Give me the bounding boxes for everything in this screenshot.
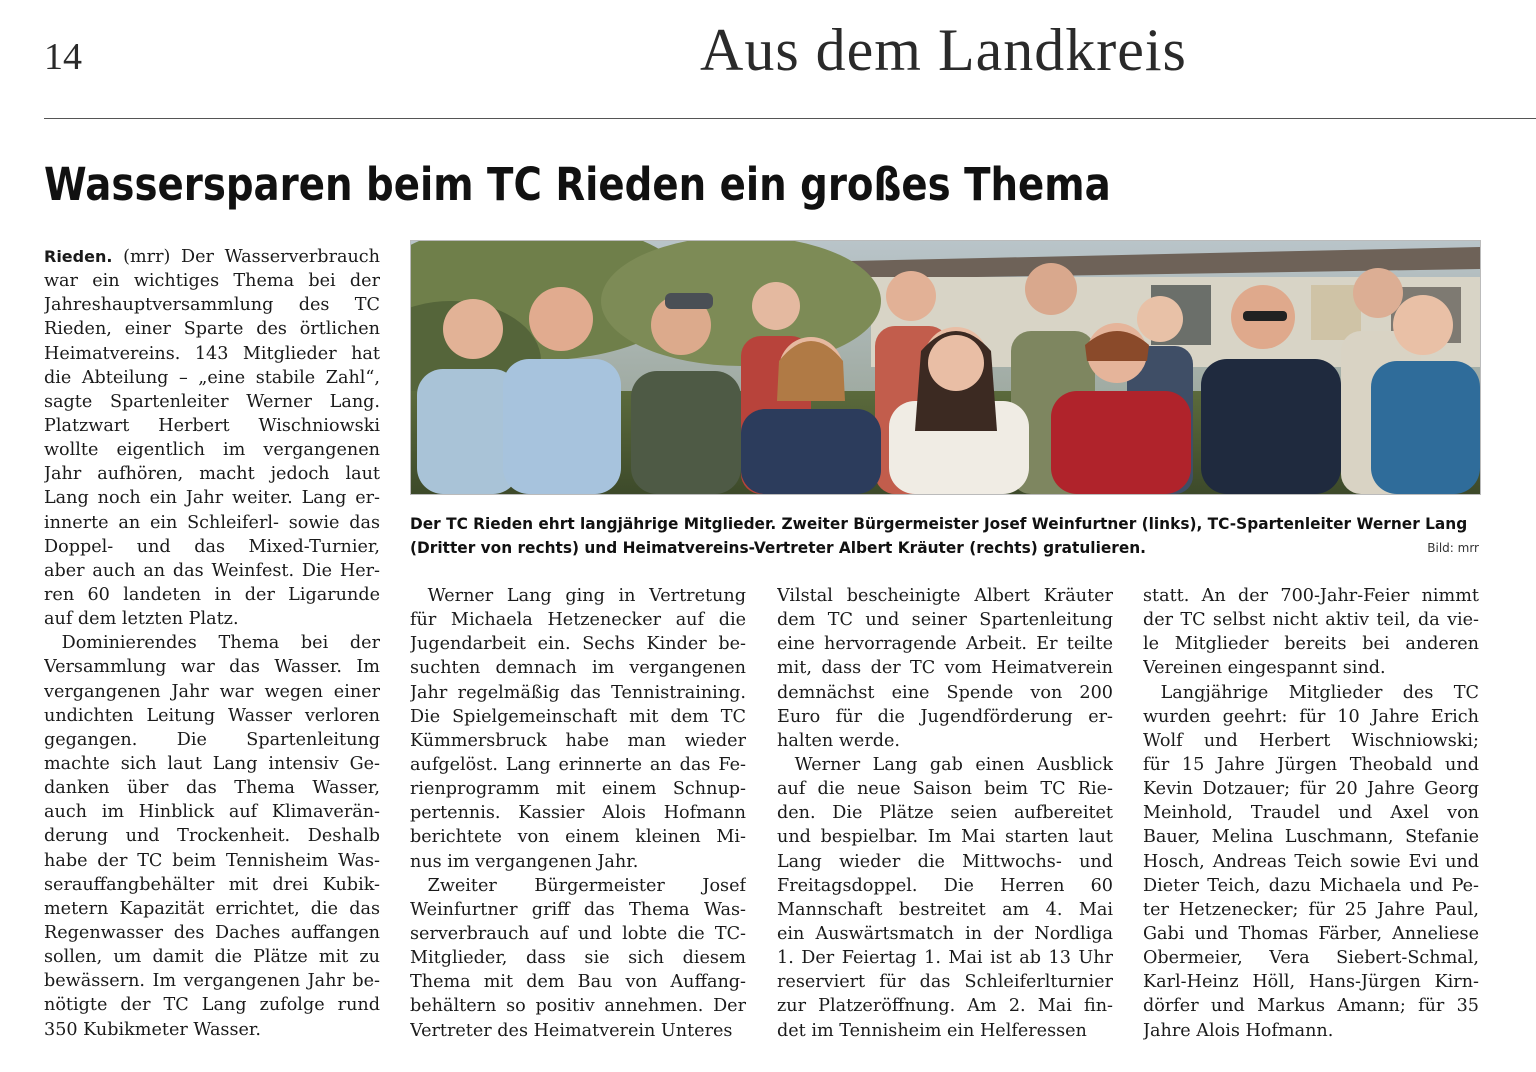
photo-caption xyxy=(410,512,1479,560)
article-line xyxy=(44,414,380,438)
article-line-text: dörfer und Markus Amann; für 35 xyxy=(1143,996,1479,1017)
article-line-text: auf die neue Saison beim TC Rie- xyxy=(777,779,1113,800)
article-line-text: Mannschaft bestreitet am 4. Mai xyxy=(777,899,1113,920)
article-line xyxy=(777,729,1113,753)
article-line-text: nötigte der TC Lang zufolge rund xyxy=(44,995,380,1016)
article-line-text: Vertreter des Heimatverein Unteres xyxy=(410,1020,733,1041)
article-line-text: habe der TC beim Tennisheim Was- xyxy=(44,850,380,871)
article-line xyxy=(410,801,746,825)
page-number: 14 xyxy=(44,36,82,78)
article-line-text: Regenwasser des Daches auffangen xyxy=(44,922,380,943)
article-line-text: Kevin Dotzauer; für 20 Jahre Georg xyxy=(1143,779,1479,800)
article-line-text: für 15 Jahre Jürgen Theobald und xyxy=(1143,754,1479,775)
article-line-text: auch im Hinblick auf Klimaverän- xyxy=(44,802,380,823)
article-line xyxy=(410,656,746,680)
article-line xyxy=(410,970,746,994)
article-line-text: Freitagsdoppel. Die Herren 60 xyxy=(777,875,1113,896)
article-line xyxy=(44,559,380,583)
article-line-text: Dieter Teich, dazu Michaela und Pe- xyxy=(1143,875,1479,896)
article-line-text: Gabi und Thomas Färber, Anneliese xyxy=(1143,923,1479,944)
article-line xyxy=(1143,801,1479,825)
article-line xyxy=(777,681,1113,705)
article-line xyxy=(777,632,1113,656)
article-line xyxy=(44,583,380,607)
article-line-text: die Abteilung – „eine stabile Zahl“, xyxy=(44,367,380,388)
article-line xyxy=(44,873,380,897)
article-line xyxy=(44,245,380,269)
article-line-text: Mitglieder, dass sie sich diesem xyxy=(410,948,746,969)
article-line-text: Jugendarbeit ein. Sechs Kinder be- xyxy=(410,634,746,655)
article-line xyxy=(44,269,380,293)
article-line-text: Rieden, einer Sparte des örtlichen xyxy=(44,319,380,340)
article-line xyxy=(410,705,746,729)
article-line xyxy=(44,704,380,728)
article-line-text: Dominierendes Thema bei der xyxy=(44,633,380,654)
article-line-text: auf dem letzten Platz. xyxy=(44,609,239,630)
photo-caption-line-2: (Dritter von rechts) und Heimatvereins-Vertreter Albert Kräuter (rechts) gratulieren. xyxy=(410,539,1147,557)
article-line xyxy=(44,655,380,679)
article-line xyxy=(44,631,380,655)
article-line xyxy=(44,800,380,824)
article-line xyxy=(44,728,380,752)
article-line-text: berichtete von einem kleinen Mi- xyxy=(410,827,746,848)
article-line xyxy=(1143,898,1479,922)
article-line-text: mit, dass der TC vom Heimatverein xyxy=(777,658,1113,679)
article-line-text: Heimatvereins. 143 Mitglieder hat xyxy=(44,343,380,364)
article-line-text: war ein wichtiges Thema bei der xyxy=(44,271,380,292)
article-line-text: Zweiter Bürgermeister Josef xyxy=(410,875,746,896)
photo-credit: Bild: mrr xyxy=(1427,541,1479,555)
article-line xyxy=(1143,705,1479,729)
article-line-text: Doppel- und das Mixed-Turnier, xyxy=(44,536,380,557)
article-line xyxy=(44,462,380,486)
article-line-text: 1. Der Feiertag 1. Mai ist ab 13 Uhr xyxy=(777,948,1113,969)
article-line-text: Hosch, Andreas Teich sowie Evi und xyxy=(1143,851,1479,872)
article-line xyxy=(777,898,1113,922)
article-line xyxy=(1143,994,1479,1018)
article-line-text: dem TC und seiner Spartenleitung xyxy=(777,610,1113,631)
article-line xyxy=(1143,656,1479,680)
article-line xyxy=(44,993,380,1017)
article-line xyxy=(44,680,380,704)
article-line xyxy=(44,607,380,631)
article-column-2 xyxy=(410,584,746,1043)
article-line xyxy=(777,705,1113,729)
article-line-text: Vereinen eingespannt sind. xyxy=(1143,658,1386,679)
article-line xyxy=(44,438,380,462)
article-line xyxy=(44,486,380,510)
article-line xyxy=(1143,753,1479,777)
article-line-text: sollen, um damit die Plätze mit zu xyxy=(44,947,380,968)
article-line xyxy=(1143,608,1479,632)
article-column-3 xyxy=(777,584,1113,1043)
article-line-text: Wolf und Herbert Wischniowski; xyxy=(1143,730,1479,751)
article-line-text: sagte Spartenleiter Werner Lang. xyxy=(44,391,380,412)
article-line xyxy=(777,584,1113,608)
article-line-text: Vilstal bescheinigte Albert Kräuter xyxy=(777,586,1113,606)
article-column-4 xyxy=(1143,584,1479,1043)
article-line-text: ter Hetzenecker; für 25 Jahre Paul, xyxy=(1143,899,1479,920)
article-line xyxy=(1143,777,1479,801)
article-line xyxy=(44,776,380,800)
article-line xyxy=(44,945,380,969)
article-line xyxy=(410,753,746,777)
article-line-text: aber auch an das Weinfest. Die Her- xyxy=(44,560,380,581)
article-line xyxy=(1143,874,1479,898)
article-line-text: Versammlung war das Wasser. Im xyxy=(44,657,380,678)
article-line xyxy=(777,874,1113,898)
article-line-text: behältern so positiv annehmen. Der xyxy=(410,996,746,1017)
article-line-text: wollte eigentlich im vergangenen xyxy=(44,440,380,461)
article-line xyxy=(777,777,1113,801)
article-line-text: Jahr aufhören, macht jedoch laut xyxy=(44,464,380,485)
article-line xyxy=(777,970,1113,994)
article-line xyxy=(410,1019,746,1043)
article-line xyxy=(410,632,746,656)
article-line xyxy=(1143,681,1479,705)
article-line-text: derung und Trockenheit. Deshalb xyxy=(44,826,380,847)
section-title: Aus dem Landkreis xyxy=(700,17,1187,83)
article-line-text: Jahr regelmäßig das Tennistraining. xyxy=(410,682,746,703)
article-line xyxy=(777,608,1113,632)
article-line xyxy=(777,656,1113,680)
article-line-text: Jahreshauptversammlung des TC xyxy=(44,295,380,316)
article-line-text: serauffangbehälter mit drei Kubik- xyxy=(44,874,380,895)
article-line xyxy=(410,994,746,1018)
article-line-text: machte sich laut Lang intensiv Ge- xyxy=(44,753,380,774)
article-line xyxy=(410,681,746,705)
article-line xyxy=(410,608,746,632)
photo-caption-line-1: Der TC Rieden ehrt langjährige Mitglieder. Zweiter Bürgermeister Josef Weinfurtner (links), TC-Spartenleiter Werner Lang xyxy=(410,515,1468,533)
header-rule xyxy=(44,118,1536,119)
article-line-text: Lang noch ein Jahr weiter. Lang er- xyxy=(44,488,380,509)
article-line-text: 350 Kubikmeter Wasser. xyxy=(44,1019,261,1040)
article-line xyxy=(44,921,380,945)
article-line xyxy=(44,969,380,993)
article-line xyxy=(44,342,380,366)
article-line-text: wurden geehrt: für 10 Jahre Erich xyxy=(1143,706,1479,727)
article-line-text: Kümmersbruck habe man wieder xyxy=(410,730,746,751)
article-headline: Wassersparen beim TC Rieden ein großes Thema xyxy=(44,158,1111,211)
article-line xyxy=(777,801,1113,825)
article-line-text: nus im vergangenen Jahr. xyxy=(410,851,639,872)
article-line xyxy=(410,850,746,874)
article-line-text: Euro für die Jugendförderung er- xyxy=(777,706,1113,727)
article-line-text: Bauer, Melina Luschmann, Stefanie xyxy=(1143,827,1479,848)
article-line xyxy=(410,777,746,801)
article-line-text: und bespielbar. Im Mai starten laut xyxy=(777,827,1113,848)
article-line-text: halten werde. xyxy=(777,730,901,751)
article-line xyxy=(777,922,1113,946)
article-line-text: gegangen. Die Spartenleitung xyxy=(44,729,380,750)
article-line-text: Jahre Alois Hofmann. xyxy=(1143,1020,1334,1041)
article-line xyxy=(44,366,380,390)
article-line-text: pertennis. Kassier Alois Hofmann xyxy=(410,803,746,824)
article-line-text: danken über das Thema Wasser, xyxy=(44,778,380,799)
article-line-text: für Michaela Hetzenecker auf die xyxy=(410,610,746,631)
article-line-text: demnächst eine Spende von 200 xyxy=(777,682,1113,703)
article-line-text: Karl-Heinz Höll, Hans-Jürgen Kirn- xyxy=(1143,972,1479,993)
article-line-text: suchten demnach im vergangenen xyxy=(410,658,746,679)
article-line xyxy=(1143,584,1479,608)
article-line xyxy=(1143,1019,1479,1043)
article-line-text: bewässern. Im vergangenen Jahr be- xyxy=(44,971,380,992)
article-line xyxy=(777,825,1113,849)
article-line-text: Werner Lang ging in Vertretung xyxy=(410,586,746,606)
article-line xyxy=(410,825,746,849)
article-line-text: det im Tennisheim ein Helferessen xyxy=(777,1020,1087,1041)
article-line-text: Platzwart Herbert Wischniowski xyxy=(44,415,380,436)
article-line-text: den. Die Plätze seien aufbereitet xyxy=(777,803,1113,824)
article-line xyxy=(44,293,380,317)
article-line xyxy=(777,994,1113,1018)
article-line xyxy=(410,874,746,898)
article-line xyxy=(44,390,380,414)
group-photo xyxy=(410,240,1481,495)
article-line-text: statt. An der 700-Jahr-Feier nimmt xyxy=(1143,586,1479,606)
article-line-text: Die Spielgemeinschaft mit dem TC xyxy=(410,706,746,727)
article-line xyxy=(1143,922,1479,946)
article-line xyxy=(44,824,380,848)
article-line-text: Meinhold, Traudel und Axel von xyxy=(1143,803,1479,824)
article-line xyxy=(44,897,380,921)
article-line xyxy=(44,1018,380,1042)
article-line xyxy=(410,922,746,946)
article-line xyxy=(410,946,746,970)
article-line xyxy=(777,850,1113,874)
article-line-text: serverbrauch auf und lobte die TC- xyxy=(410,923,746,944)
article-line xyxy=(410,898,746,922)
article-line xyxy=(777,753,1113,777)
article-line-text: Obermeier, Vera Siebert-Schmal, xyxy=(1143,948,1479,969)
article-column-1 xyxy=(44,245,380,1042)
article-line xyxy=(410,584,746,608)
article-line xyxy=(44,511,380,535)
article-line-text: zur Platzeröffnung. Am 2. Mai fin- xyxy=(777,996,1113,1017)
article-line-text: metern Kapazität errichtet, die das xyxy=(44,898,380,919)
article-line xyxy=(1143,946,1479,970)
article-line-text: Weinfurtner griff das Thema Was- xyxy=(410,899,746,920)
article-line-text: aufgelöst. Lang erinnerte an das Fe- xyxy=(410,754,746,775)
article-line-text: rienprogramm mit einem Schnup- xyxy=(410,779,746,800)
article-line-text: eine hervorragende Arbeit. Er teilte xyxy=(777,634,1113,655)
group-photo-illustration xyxy=(411,241,1480,494)
article-line-text: Rieden. (mrr) Der Wasserverbrauch xyxy=(44,247,380,267)
article-line-text: Langjährige Mitglieder des TC xyxy=(1143,682,1479,703)
article-line xyxy=(1143,850,1479,874)
article-line xyxy=(44,849,380,873)
article-line-text: Werner Lang gab einen Ausblick xyxy=(777,754,1113,775)
article-line-text: vergangenen Jahr war wegen einer xyxy=(44,681,380,702)
article-line xyxy=(1143,632,1479,656)
article-line-text: ren 60 landeten in der Ligarunde xyxy=(44,584,380,605)
article-line-text: undichten Leitung Wasser verloren xyxy=(44,705,380,726)
article-line xyxy=(1143,729,1479,753)
article-line xyxy=(1143,825,1479,849)
article-line-text: der TC selbst nicht aktiv teil, da vie- xyxy=(1143,610,1479,631)
article-dateline: Rieden. xyxy=(44,247,113,266)
article-line xyxy=(410,729,746,753)
article-line xyxy=(777,946,1113,970)
article-line-text: ein Auswärtsmatch in der Nordliga xyxy=(777,923,1113,944)
article-line-text: Thema mit dem Bau von Auffang- xyxy=(410,972,746,993)
article-line-text: innerte an ein Schleiferl- sowie das xyxy=(44,512,380,533)
article-line xyxy=(44,752,380,776)
article-line xyxy=(1143,970,1479,994)
article-line xyxy=(44,535,380,559)
article-line-text: le Mitglieder bereits bei anderen xyxy=(1143,634,1479,655)
article-line-text: reserviert für das Schleiferlturnier xyxy=(777,972,1113,993)
article-line-text: Lang wieder die Mittwochs- und xyxy=(777,851,1113,872)
article-line xyxy=(777,1019,1113,1043)
article-line xyxy=(44,317,380,341)
